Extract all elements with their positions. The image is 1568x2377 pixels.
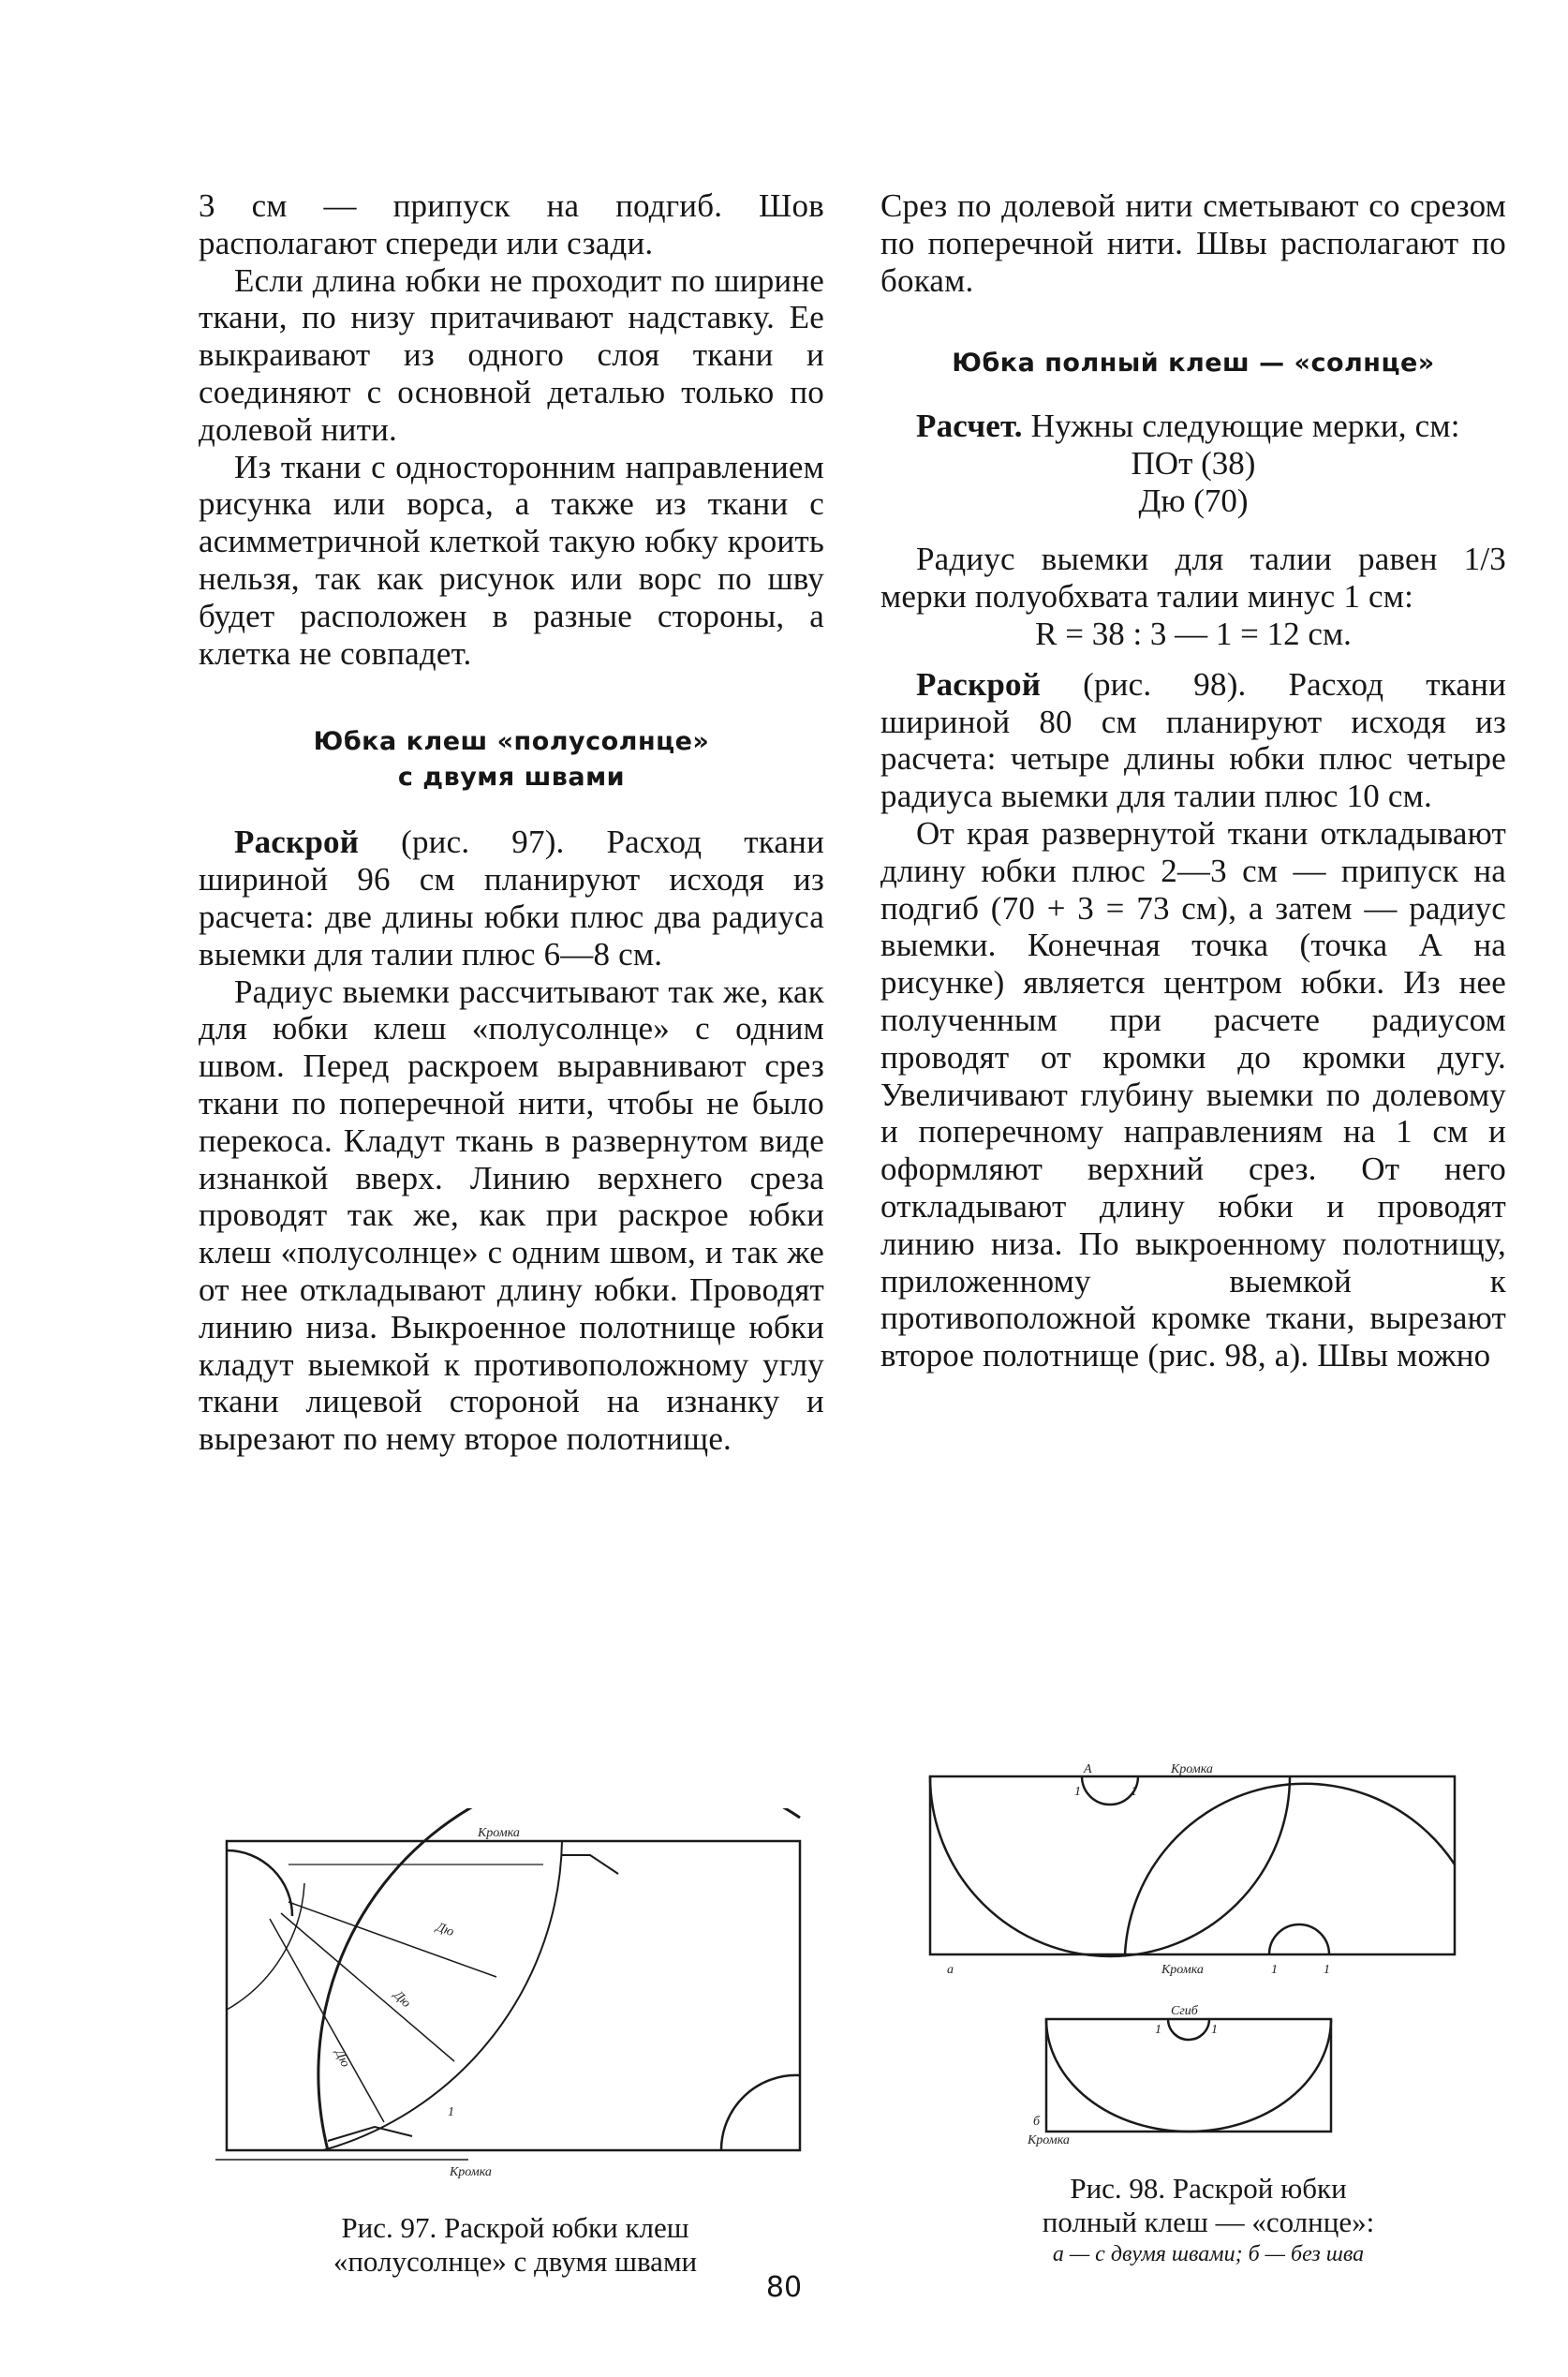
radius-formula: R = 38 : 3 — 1 = 12 см. bbox=[1035, 615, 1352, 652]
fig98-label-kromka-bottom: Кромка bbox=[1161, 1963, 1204, 1977]
fig97-caption-line2: «полусолнце» с двумя швами bbox=[333, 2245, 698, 2278]
figure-98-drawing bbox=[923, 1761, 1466, 2183]
fig97-label-du-2: Дю bbox=[391, 1988, 414, 2012]
fig98-label-a: а bbox=[947, 1963, 954, 1977]
fig97-label-kromka-bottom: Кромка bbox=[450, 2165, 492, 2179]
section-heading-half-circle-line1: Юбка клеш «полусолнце» bbox=[313, 727, 710, 757]
full-circle-a-right bbox=[1125, 1784, 1455, 1954]
fig98-label-1f: 1 bbox=[1211, 2023, 1218, 2037]
fig98-caption-line1: Рис. 98. Раскрой юбки bbox=[1070, 2172, 1347, 2205]
fig98-label-1a: 1 bbox=[1074, 1785, 1081, 1799]
section-heading-half-circle-line2: с двумя швами bbox=[397, 763, 626, 793]
fig98-label-b: б bbox=[1033, 2115, 1041, 2129]
fig98-label-kromka-b: Кромка bbox=[1028, 2133, 1070, 2147]
fig97-label-1: 1 bbox=[448, 2105, 454, 2119]
right-paragraph-calc bbox=[880, 408, 1506, 445]
waist-a-left bbox=[1082, 1776, 1138, 1805]
full-circle-b bbox=[1046, 2019, 1331, 2132]
cutting-text: (рис. 97). Расход ткани шириной 96 см планируют исходя из расчета: две длины юбки плюс два радиуса выемки для талии плюс 6—8 см. bbox=[199, 824, 824, 973]
fig98-label-1e: 1 bbox=[1155, 2023, 1161, 2037]
fig98-caption-note: а — с двумя швами; б — без шва bbox=[1052, 2242, 1365, 2266]
figure-97-drawing bbox=[215, 1808, 824, 2202]
waist-b bbox=[1168, 2019, 1209, 2040]
waist-a-right bbox=[1269, 1924, 1329, 1954]
measure-waist: ПОт (38) bbox=[1131, 445, 1256, 483]
right-paragraph-procedure: От края развернутой ткани откладывают длину юбки плюс 2—3 см — припуск на подгиб (70 + 3 = 73 см), а затем — радиус выемки. Конечная точка (точка А на рисунке) является центром юбки. Из нее полученным при расчете радиусом проводят от кромки до кромки дугу. Увеличивают глубину выемки по долевому и поперечному направлениям на 1 см и оформляют верхний срез. От него откладывают длину юбки и проводят линию низа. По выкроенному полотнищу, приложенному выемкой к противоположной кромке ткани, вырезают второе полотнище (рис. 98, а). Швы можно bbox=[880, 814, 1506, 1374]
left-column bbox=[199, 187, 824, 1458]
left-paragraph-3: Из ткани с односторонним направлением рисунка или ворса, а также из ткани с асимметричной клеткой такую юбку кроить нельзя, так как рисунок или ворс по шву будет расположен в разные стороны, а клетка не совпадет. bbox=[199, 448, 824, 672]
measure-length: Дю (70) bbox=[1138, 483, 1249, 520]
left-paragraph-2: Если длина юбки не проходит по ширине ткани, по низу притачивают надставку. Ее выкраивают из одного слоя ткани и соединяют с основной деталью только по долевой нити. bbox=[199, 261, 824, 448]
figure-97 bbox=[215, 1808, 824, 2202]
left-paragraph-radius: Радиус выемки рассчитывают так же, как для юбки клеш «полусолнце» с одним швом. Перед раскроем выравнивают срез ткани по поперечной нити, чтобы не было перекоса. Кладут ткань в развернутом виде изнанкой вверх. Линию верхнего среза проводят так же, как при раскрое юбки клеш «полусолнце» с одним швом, и так же от нее откладывают длину юбки. Проводят линию низа. Выкроенное полотнище юбки кладут выемкой к противоположному углу ткани лицевой стороной на изнанку и вырезают по нему второе полотнище. bbox=[199, 973, 824, 1458]
left-paragraph-cutting bbox=[199, 824, 824, 973]
fig98-label-sgib: Сгиб bbox=[1171, 2004, 1198, 2018]
fig98-label-A: А bbox=[1084, 1762, 1092, 1776]
fig97-label-du-3: Дю bbox=[332, 2047, 352, 2070]
calc-text: Нужны следующие мерки, см: bbox=[1022, 408, 1460, 445]
right-paragraph-1: Срез по долевой нити сметывают со срезом по поперечной нити. Швы располагают по бокам. bbox=[880, 187, 1506, 299]
section-heading-full-circle: Юбка полный клеш — «солнце» bbox=[952, 349, 1435, 379]
waist-arc-right bbox=[721, 2075, 800, 2150]
hem-arc-2 bbox=[323, 1841, 562, 2150]
fig97-label-kromka-top: Кромка bbox=[478, 1826, 520, 1840]
fig98-label-1c: 1 bbox=[1271, 1963, 1278, 1977]
page-number: 80 bbox=[765, 2271, 803, 2304]
fig98-caption-line2: полный клеш — «солнце»: bbox=[1042, 2206, 1375, 2238]
right-paragraph-cutting bbox=[880, 666, 1506, 815]
fabric-a-outline bbox=[930, 1776, 1455, 1954]
fig97-caption-line1: Рис. 97. Раскрой юбки клеш bbox=[341, 2211, 689, 2244]
waist-arc-left bbox=[227, 1850, 292, 1916]
right-paragraph-radius: Радиус выемки для талии равен 1/3 мерки полуобхвата талии минус 1 см: bbox=[880, 541, 1506, 615]
hem-arc-1 bbox=[318, 1808, 800, 2150]
right-column bbox=[880, 187, 1506, 1374]
cutting-bold-label-2: Раскрой bbox=[916, 665, 1042, 703]
cutting-text-2: (рис. 98). Расход ткани шириной 80 см планируют исходя из расчета: четыре длины юбки плюс четыре радиуса выемки для талии плюс 10 см. bbox=[880, 665, 1506, 815]
fig98-label-1d: 1 bbox=[1324, 1963, 1330, 1977]
figure-98 bbox=[923, 1761, 1466, 2183]
fig98-label-1b: 1 bbox=[1131, 1785, 1137, 1799]
left-paragraph-1: 3 см — припуск на подгиб. Шов располагают спереди или сзади. bbox=[199, 187, 824, 261]
calc-bold-label: Расчет. bbox=[916, 408, 1023, 445]
fig98-label-kromka-top: Кромка bbox=[1171, 1762, 1213, 1776]
fabric-b-outline bbox=[1046, 2019, 1331, 2132]
cutting-bold-label: Раскрой bbox=[234, 824, 360, 861]
fig97-label-du-1: Дю bbox=[434, 1920, 456, 1940]
